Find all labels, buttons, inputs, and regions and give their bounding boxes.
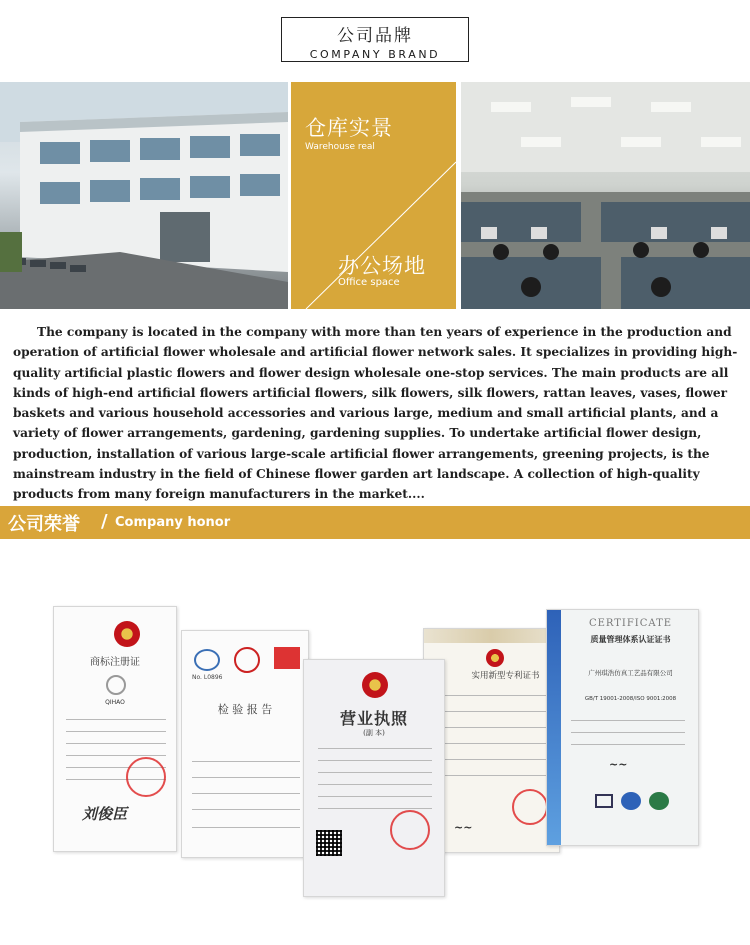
- trademark-signature: 刘俊臣: [82, 805, 128, 823]
- trademark-title: 商标注册证: [90, 657, 140, 668]
- warehouse-title-cn: 仓库实景: [305, 116, 393, 140]
- brand-title-cn: 公司品牌: [337, 26, 413, 46]
- cma-logo-icon: [234, 647, 260, 673]
- license-subtitle: (副 本): [363, 729, 385, 737]
- brand-title-en: COMPANY BRAND: [309, 48, 441, 61]
- quality-company: 广州琪浩仿真工艺品有限公司: [588, 669, 673, 677]
- quality-management-certificate: [546, 609, 699, 846]
- cnas-logo-icon: [194, 649, 220, 671]
- business-license-certificate: [303, 659, 445, 897]
- license-title: 营业执照: [339, 709, 408, 728]
- iaf-logo-icon: [621, 792, 641, 810]
- honor-title-en: Company honor: [115, 515, 231, 530]
- quality-title: 质量管理体系认证证书: [590, 634, 671, 644]
- quality-signature-icon: ~~: [609, 758, 628, 771]
- license-qr-code-icon: [316, 830, 342, 856]
- qihao-logo-icon: [106, 675, 126, 695]
- trademark-red-seal-icon: [126, 757, 166, 797]
- iqnet-logo-icon: [595, 794, 613, 808]
- office-title-cn: 办公场地: [338, 254, 426, 278]
- patent-emblem-icon: [486, 649, 504, 667]
- company-brand-header: [281, 17, 469, 62]
- patent-red-seal-icon: [512, 789, 548, 825]
- trademark-logo-text: QIHAO: [105, 699, 125, 706]
- office-interior-photo: [461, 82, 750, 309]
- company-honor-bar: [0, 506, 750, 539]
- warehouse-office-banner: [291, 82, 456, 309]
- quality-standard: GB/T 19001-2008/ISO 9001:2008: [584, 696, 677, 702]
- company-intro-paragraph: The company is located in the company with more than ten years of experience in the production and operation of artificial flower wholesale and artificial flower network sales. It specializes in providing high-quality artificial plastic flowers and flower design wholesale one-stop services. The main products are all kinds of high-end artificial flowers artificial flowers, silk flowers, silk flowers, rattan leaves, vases, flower baskets and various household accessories and various large, medium and small artificial plants, and a variety of flower arrangements, gardening, gardening supplies. To undertake artificial flower design, production, installation of various large-scale artificial flower arrangements, greening projects, is the mainstream industry in the field of Chinese flower garden art landscape. A collection of high-quality products from many foreign manufacturers in the market....: [13, 325, 738, 502]
- cal-logo-icon: [274, 647, 300, 669]
- license-red-seal-icon: [390, 810, 430, 850]
- honor-title-cn: 公司荣誉: [8, 514, 80, 535]
- warehouse-title-en: Warehouse real: [305, 142, 375, 152]
- cnas-seal-icon: [649, 792, 669, 810]
- office-title-en: Office space: [338, 277, 400, 288]
- inspection-report-certificate: [181, 630, 309, 858]
- quality-heading: CERTIFICATE: [588, 618, 673, 629]
- factory-building-photo: [0, 82, 288, 309]
- inspection-title: 检 验 报 告: [217, 703, 273, 716]
- inspection-badge-number: No. L0896: [192, 674, 223, 681]
- patent-signature-icon: ~~: [454, 821, 473, 834]
- patent-title: 实用新型专利证书: [471, 671, 540, 681]
- national-emblem-icon: [114, 621, 140, 647]
- honor-separator: /: [101, 511, 108, 532]
- trademark-certificate: [53, 606, 177, 852]
- license-emblem-icon: [362, 672, 388, 698]
